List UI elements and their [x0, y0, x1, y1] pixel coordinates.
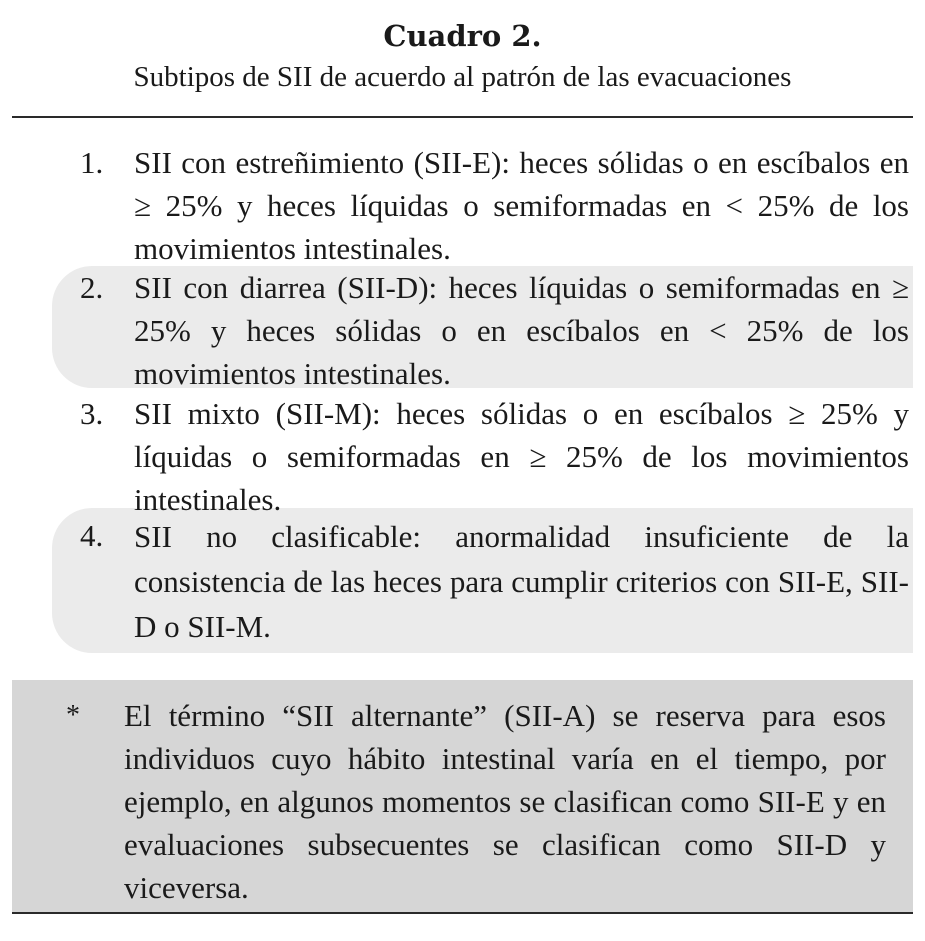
table-title: Cuadro 2. — [383, 19, 542, 53]
note-text: El término “SII alternante” (SII-A) se reserva para esos individuos cuyo hábito intestinal varía en el tiempo, por ejemplo, en algunos momentos se clasifican como SII-E y en evaluaciones subsecuentes se clasifican como SII-D y viceversa. — [124, 698, 886, 905]
list-item-text: SII con diarrea (SII-D): heces líquidas o semiformadas en ≥ 25% y heces sólidas o en escíbalos en < 25% de los movimientos intestinales. — [134, 270, 909, 391]
list-item-number: 4. — [80, 518, 104, 553]
list-item-text: SII con estreñimiento (SII-E): heces sólidas o en escíbalos en ≥ 25% y heces líquidas o semiformadas en < 25% de los movimientos intestinales. — [134, 145, 909, 266]
table-subtitle: Subtipos de SII de acuerdo al patrón de las evacuaciones — [133, 61, 792, 93]
list-item-number: 3. — [80, 396, 104, 431]
list-item-number: 2. — [80, 270, 104, 305]
top-rule — [12, 116, 913, 118]
note-marker: * — [66, 700, 80, 731]
list-item-number: 1. — [80, 145, 104, 180]
list-item-text: SII no clasificable: anormalidad insuficiente de la consistencia de las heces para cumplir criterios con SII-E, SII-D o SII-M. — [134, 519, 909, 644]
list-item-text: SII mixto (SII-M): heces sólidas o en escíbalos ≥ 25% y líquidas o semiformadas en ≥ 25% de los movimientos intestinales. — [134, 396, 909, 517]
